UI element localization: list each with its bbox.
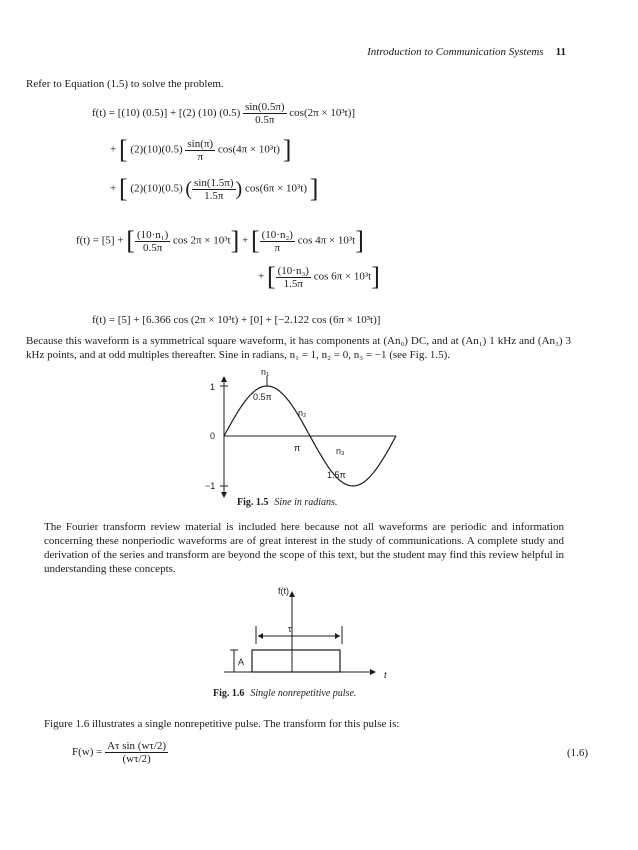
eq1-line1-a: f(t) = [(10) (0.5)] + [(2) (10) (0.5) — [92, 107, 241, 120]
eq2-f3-num: (10·n₃) — [277, 264, 309, 277]
fig15-y-arrow-up — [221, 376, 227, 382]
fig15-n1-label: n₁ — [261, 367, 270, 377]
fig15-y-bottom: −1 — [205, 481, 216, 491]
eq2-f2-b: cos 4π × 10³t — [297, 234, 356, 247]
eq1-line2-fraction — [185, 138, 215, 163]
running-title: Introduction to Communication Systems — [367, 46, 544, 58]
paragraph-transform: Figure 1.6 illustrates a single nonrepetitive pulse. The transform for this pulse is: — [44, 718, 400, 730]
page-number: 11 — [555, 46, 566, 58]
fig15-y-arrow-down — [221, 492, 227, 498]
fig16-tau-arrow-right — [335, 633, 340, 639]
fig15-n3-label: n₃ — [336, 446, 345, 456]
eq1-line3-num: sin(1.5π) — [194, 176, 234, 189]
eq1-line1-num: sin(0.5π) — [245, 101, 285, 113]
eq1-line2-den: π — [197, 150, 204, 163]
eq2-line2: + [ $\frac{\text{(10·n₃)}}{1.5\pi}$ cos 6π × 10³t] — [258, 262, 380, 291]
fig16-tau-arrow-left — [258, 633, 263, 639]
eq1-line3-fraction — [192, 177, 235, 202]
eq1-line3-b: cos(6π × 10³t) — [244, 182, 308, 195]
fig15-caption-text: Sine in radians. — [274, 497, 338, 508]
fig15-x3-label: 1.5π — [327, 470, 346, 480]
running-header — [367, 46, 566, 58]
fig15-caption — [237, 497, 337, 508]
eq2-f1-den: 0.5π — [142, 241, 163, 254]
fig16-t-arrow — [370, 669, 376, 675]
eq2-t1: [5] + — [101, 234, 124, 247]
figure-1-5 — [190, 366, 440, 506]
eq1-line2-a: (2)(10)(0.5) — [130, 143, 183, 156]
figure-1-6 — [200, 584, 400, 684]
eq1-line2-num: sin(π) — [187, 137, 214, 150]
eq2-f1-num: (10·n₁) — [136, 228, 169, 241]
eq2-lhs: f(t) = — [76, 234, 99, 247]
intro-text: Refer to Equation (1.5) to solve the problem. — [26, 78, 224, 90]
eq2-f1-b: cos 2π × 10³t — [173, 234, 231, 247]
fig16-pulse — [252, 650, 340, 672]
eq2-line1: f(t) = [5] + [ $\frac{\text{(10·n₁)}}{0.5\pi}$ cos 2π × 10³t] + [ $\frac{\text{(10·n₂)}}{\pi}$ cos 4π × 10³t] — [76, 226, 364, 255]
eq1-line1-fraction — [243, 101, 286, 126]
fig16-tau-label: τ — [288, 624, 292, 634]
eq2-f2-fraction — [260, 229, 295, 254]
eq1-line2-b: cos(4π × 10³t) — [217, 143, 280, 156]
eq4-fraction — [105, 740, 168, 765]
fig16-t-label: t — [384, 670, 387, 680]
fig16-caption-number: Fig. 1.6 — [213, 688, 245, 699]
eq1-line1-den: 0.5π — [255, 114, 275, 126]
eq2-f3-fraction — [276, 265, 311, 290]
fig15-x2-label: π — [294, 443, 301, 453]
eq4-den: (wτ/2) — [122, 753, 151, 765]
eq4-lhs: F(w) = — [72, 746, 103, 759]
eq2-f3-den: 1.5π — [283, 277, 303, 290]
eq1-line3: + [ (2)(10)(0.5) ( $\frac{\sin(1.5\pi)}{1.5\pi}$ ) cos(6π × 10³t) ] — [110, 174, 319, 203]
eq2-f2-num: (10·n₂) — [261, 228, 293, 241]
eq1-line2: + [ (2)(10)(0.5) $\frac{\sin(\pi)}{\pi}$ cos(4π × 10³t) ] — [110, 135, 292, 164]
fig15-caption-number: Fig. 1.5 — [237, 497, 269, 508]
fig16-y-arrow — [289, 591, 295, 597]
fig16-caption — [213, 688, 356, 699]
eq2-f3-b: cos 6π × 10³t — [313, 270, 372, 283]
eq1-line1-b: cos(2π × 10³t)] — [289, 107, 356, 120]
eq1-line3-den: 1.5π — [204, 189, 224, 202]
fig15-x1-label: 0.5π — [253, 392, 272, 402]
fig15-y-zero: 0 — [210, 431, 216, 441]
eq4 — [72, 740, 168, 765]
eq3: f(t) = [5] + [6.366 cos (2π × 10³t) + [0] + [−2.122 cos (6π × 10³t)] — [92, 314, 381, 326]
paragraph-fourier: The Fourier transform review material is included here because not all waveforms are periodic and information concerning these nonperiodic waveforms are of great interest in the study of communications. A complete study and derivation of the series and transform are beyond the scope of this text, but the student may find this review helpful in understanding these concepts. — [44, 521, 564, 575]
fig15-y-top: 1 — [210, 382, 216, 392]
fig16-amp-label: A — [238, 657, 245, 667]
eq4-number: (1.6) — [567, 747, 589, 759]
eq2-f2-den: π — [274, 241, 281, 254]
paragraph-waveform: Because this waveform is a symmetrical square waveform, it has components at (An₀) DC, and at (An₁) 1 kHz and (An₃) 3 kHz points, and at odd multiples thereafter. Sine in radians, n₁ = 1, n₂ = 0, n₃ = −1 (see Fig. 1.5). — [26, 335, 571, 361]
eq1-line1 — [92, 101, 355, 126]
fig15-n2-label: n₂ — [298, 408, 307, 418]
fig16-caption-text: Single nonrepetitive pulse. — [250, 688, 357, 699]
eq2-f1-fraction — [135, 229, 170, 254]
fig16-y-label: f(t) — [278, 586, 289, 596]
eq4-num: Aτ sin (wτ/2) — [107, 740, 167, 752]
eq1-line3-a: (2)(10)(0.5) — [130, 182, 183, 195]
